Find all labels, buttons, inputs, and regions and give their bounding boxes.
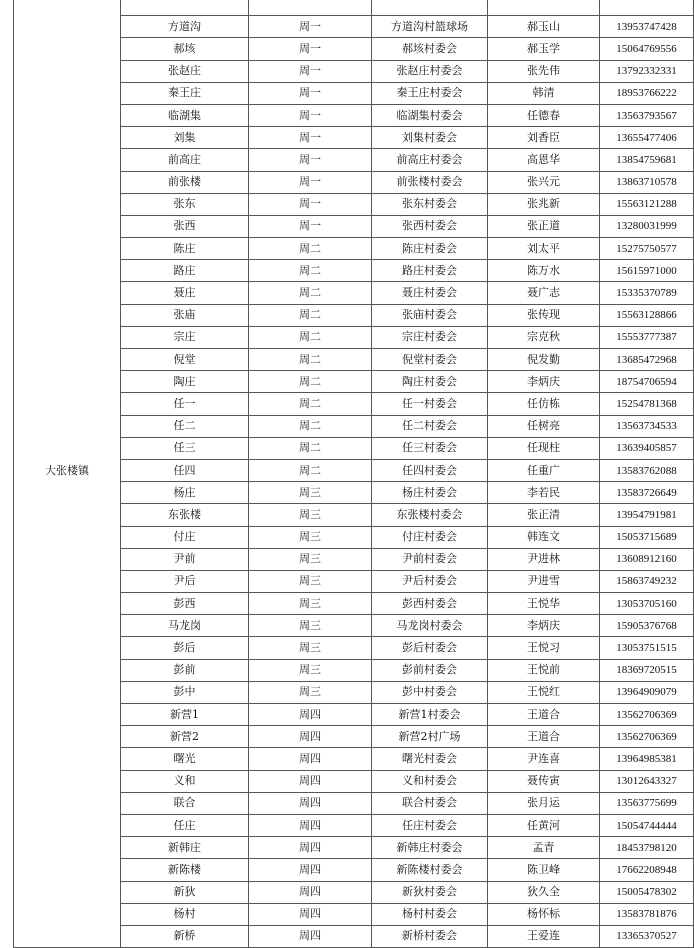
contact-person-cell: 刘太平 [488, 238, 600, 260]
location-cell: 任三村委会 [372, 437, 488, 459]
phone-cell: 13639405857 [600, 437, 694, 459]
village-cell: 东张楼 [121, 504, 249, 526]
contact-person-cell: 王悦前 [488, 659, 600, 681]
weekday-cell: 周三 [249, 526, 372, 548]
contact-person-cell: 聂传寅 [488, 770, 600, 792]
contact-person-cell: 王悦习 [488, 637, 600, 659]
schedule-table [13, 0, 694, 948]
contact-person-cell: 任黄河 [488, 814, 600, 836]
contact-person-cell: 杨怀标 [488, 903, 600, 925]
weekday-cell: 周四 [249, 726, 372, 748]
contact-person-cell: 李炳庆 [488, 371, 600, 393]
location-cell: 杨村村委会 [372, 903, 488, 925]
location-cell: 郝垓村委会 [372, 38, 488, 60]
phone-cell: 15005478302 [600, 881, 694, 903]
phone-cell: 15054744444 [600, 814, 694, 836]
location-cell: 新营2村广场 [372, 726, 488, 748]
contact-person-cell: 韩清 [488, 82, 600, 104]
location-cell: 张西村委会 [372, 215, 488, 237]
village-cell: 郝垓 [121, 38, 249, 60]
weekday-cell: 周三 [249, 548, 372, 570]
weekday-cell: 周四 [249, 748, 372, 770]
location-cell: 张赵庄村委会 [372, 60, 488, 82]
location-cell: 陈庄村委会 [372, 238, 488, 260]
phone-cell [600, 0, 694, 16]
weekday-cell: 周一 [249, 127, 372, 149]
village-cell: 付庄 [121, 526, 249, 548]
village-cell: 新陈楼 [121, 859, 249, 881]
village-cell: 彭中 [121, 681, 249, 703]
phone-cell: 13685472968 [600, 349, 694, 371]
weekday-cell: 周二 [249, 238, 372, 260]
location-cell: 曙光村委会 [372, 748, 488, 770]
weekday-cell: 周一 [249, 38, 372, 60]
weekday-cell: 周四 [249, 837, 372, 859]
village-cell: 张西 [121, 215, 249, 237]
village-cell: 彭西 [121, 593, 249, 615]
village-cell: 张东 [121, 193, 249, 215]
location-cell: 倪堂村委会 [372, 349, 488, 371]
weekday-cell: 周二 [249, 371, 372, 393]
contact-person-cell: 倪发勤 [488, 349, 600, 371]
village-cell: 新营1 [121, 704, 249, 726]
village-cell: 曙光 [121, 748, 249, 770]
village-cell: 新狄 [121, 881, 249, 903]
location-cell: 宗庄村委会 [372, 326, 488, 348]
village-cell: 任一 [121, 393, 249, 415]
village-cell: 秦王庄 [121, 82, 249, 104]
phone-cell: 15563121288 [600, 193, 694, 215]
village-cell: 张庙 [121, 304, 249, 326]
location-cell: 临湖集村委会 [372, 104, 488, 126]
phone-cell: 13563793567 [600, 104, 694, 126]
weekday-cell: 周四 [249, 859, 372, 881]
weekday-cell: 周四 [249, 792, 372, 814]
contact-person-cell: 高恩华 [488, 149, 600, 171]
location-cell: 彭中村委会 [372, 681, 488, 703]
phone-cell: 13854759681 [600, 149, 694, 171]
village-cell [121, 0, 249, 16]
contact-person-cell: 陈万水 [488, 260, 600, 282]
location-cell: 彭西村委会 [372, 593, 488, 615]
contact-person-cell: 刘香臣 [488, 127, 600, 149]
weekday-cell: 周四 [249, 814, 372, 836]
phone-cell: 13563734533 [600, 415, 694, 437]
contact-person-cell: 王爱连 [488, 925, 600, 947]
phone-cell: 18453798120 [600, 837, 694, 859]
location-cell: 任二村委会 [372, 415, 488, 437]
phone-cell: 13608912160 [600, 548, 694, 570]
weekday-cell: 周四 [249, 925, 372, 947]
weekday-cell: 周二 [249, 437, 372, 459]
village-cell: 前张楼 [121, 171, 249, 193]
weekday-cell: 周二 [249, 393, 372, 415]
village-cell: 张赵庄 [121, 60, 249, 82]
contact-person-cell: 韩连文 [488, 526, 600, 548]
location-cell: 聂庄村委会 [372, 282, 488, 304]
village-cell: 陶庄 [121, 371, 249, 393]
location-cell: 前高庄村委会 [372, 149, 488, 171]
phone-cell: 15064769556 [600, 38, 694, 60]
phone-cell: 18754706594 [600, 371, 694, 393]
phone-cell: 13562706369 [600, 704, 694, 726]
village-cell: 彭前 [121, 659, 249, 681]
location-cell: 付庄村委会 [372, 526, 488, 548]
contact-person-cell: 张正道 [488, 215, 600, 237]
location-cell: 彭前村委会 [372, 659, 488, 681]
location-cell: 路庄村委会 [372, 260, 488, 282]
contact-person-cell: 任现柱 [488, 437, 600, 459]
weekday-cell: 周三 [249, 570, 372, 592]
contact-person-cell: 陈卫峰 [488, 859, 600, 881]
village-cell: 任庄 [121, 814, 249, 836]
location-cell: 新营1村委会 [372, 704, 488, 726]
phone-cell: 15053715689 [600, 526, 694, 548]
phone-cell: 13563775699 [600, 792, 694, 814]
contact-person-cell: 聂广志 [488, 282, 600, 304]
weekday-cell: 周三 [249, 482, 372, 504]
village-cell: 尹后 [121, 570, 249, 592]
village-cell: 刘集 [121, 127, 249, 149]
weekday-cell: 周二 [249, 282, 372, 304]
phone-cell: 15553777387 [600, 326, 694, 348]
village-cell: 倪堂 [121, 349, 249, 371]
village-cell: 任四 [121, 459, 249, 481]
location-cell: 杨庄村委会 [372, 482, 488, 504]
phone-cell: 13954791981 [600, 504, 694, 526]
phone-cell: 13583762088 [600, 459, 694, 481]
schedule-table-body [14, 0, 694, 948]
phone-cell: 13012643327 [600, 770, 694, 792]
village-cell: 杨庄 [121, 482, 249, 504]
location-cell: 秦王庄村委会 [372, 82, 488, 104]
weekday-cell: 周三 [249, 637, 372, 659]
contact-person-cell: 狄久全 [488, 881, 600, 903]
contact-person-cell: 王道合 [488, 704, 600, 726]
contact-person-cell: 李炳庆 [488, 615, 600, 637]
contact-person-cell: 任仿栋 [488, 393, 600, 415]
village-cell: 义和 [121, 770, 249, 792]
weekday-cell [249, 0, 372, 16]
village-cell: 新桥 [121, 925, 249, 947]
weekday-cell: 周二 [249, 326, 372, 348]
village-cell: 前高庄 [121, 149, 249, 171]
weekday-cell: 周一 [249, 82, 372, 104]
village-cell: 任三 [121, 437, 249, 459]
location-cell: 任一村委会 [372, 393, 488, 415]
location-cell: 新陈楼村委会 [372, 859, 488, 881]
contact-person-cell: 郝玉学 [488, 38, 600, 60]
contact-person-cell: 王悦红 [488, 681, 600, 703]
village-cell: 马龙岗 [121, 615, 249, 637]
phone-cell: 13964909079 [600, 681, 694, 703]
weekday-cell: 周四 [249, 903, 372, 925]
weekday-cell: 周三 [249, 659, 372, 681]
phone-cell: 13655477406 [600, 127, 694, 149]
location-cell: 彭后村委会 [372, 637, 488, 659]
village-cell: 任二 [121, 415, 249, 437]
weekday-cell: 周二 [249, 260, 372, 282]
weekday-cell: 周一 [249, 149, 372, 171]
village-cell: 尹前 [121, 548, 249, 570]
weekday-cell: 周二 [249, 304, 372, 326]
village-cell: 杨村 [121, 903, 249, 925]
village-cell: 陈庄 [121, 238, 249, 260]
location-cell: 新韩庄村委会 [372, 837, 488, 859]
contact-person-cell: 孟青 [488, 837, 600, 859]
contact-person-cell: 张月运 [488, 792, 600, 814]
location-cell: 尹前村委会 [372, 548, 488, 570]
location-cell: 新桥村委会 [372, 925, 488, 947]
weekday-cell: 周二 [249, 459, 372, 481]
phone-cell: 13583781876 [600, 903, 694, 925]
phone-cell: 13792332331 [600, 60, 694, 82]
phone-cell: 13953747428 [600, 16, 694, 38]
phone-cell: 15254781368 [600, 393, 694, 415]
weekday-cell: 周一 [249, 16, 372, 38]
village-cell: 新韩庄 [121, 837, 249, 859]
phone-cell: 13863710578 [600, 171, 694, 193]
contact-person-cell: 张兴元 [488, 171, 600, 193]
weekday-cell: 周一 [249, 60, 372, 82]
weekday-cell: 周一 [249, 104, 372, 126]
phone-cell: 13964985381 [600, 748, 694, 770]
phone-cell: 13280031999 [600, 215, 694, 237]
phone-cell: 15615971000 [600, 260, 694, 282]
village-cell: 联合 [121, 792, 249, 814]
location-cell [372, 0, 488, 16]
village-cell: 聂庄 [121, 282, 249, 304]
location-cell: 新狄村委会 [372, 881, 488, 903]
village-cell: 彭后 [121, 637, 249, 659]
weekday-cell: 周一 [249, 171, 372, 193]
weekday-cell: 周三 [249, 615, 372, 637]
contact-person-cell: 任重广 [488, 459, 600, 481]
contact-person-cell: 张传现 [488, 304, 600, 326]
phone-cell: 13053751515 [600, 637, 694, 659]
phone-cell: 15905376768 [600, 615, 694, 637]
phone-cell: 13365370527 [600, 925, 694, 947]
contact-person-cell: 尹进林 [488, 548, 600, 570]
phone-cell: 15863749232 [600, 570, 694, 592]
table-row [14, 0, 694, 16]
location-cell: 东张楼村委会 [372, 504, 488, 526]
phone-cell: 17662208948 [600, 859, 694, 881]
location-cell: 张东村委会 [372, 193, 488, 215]
village-cell: 路庄 [121, 260, 249, 282]
weekday-cell: 周三 [249, 504, 372, 526]
location-cell: 陶庄村委会 [372, 371, 488, 393]
phone-cell: 15335370789 [600, 282, 694, 304]
village-cell: 临湖集 [121, 104, 249, 126]
contact-person-cell: 任德春 [488, 104, 600, 126]
phone-cell: 18369720515 [600, 659, 694, 681]
location-cell: 张庙村委会 [372, 304, 488, 326]
location-cell: 马龙岗村委会 [372, 615, 488, 637]
location-cell: 联合村委会 [372, 792, 488, 814]
location-cell: 前张楼村委会 [372, 171, 488, 193]
village-cell: 新营2 [121, 726, 249, 748]
contact-person-cell: 李若民 [488, 482, 600, 504]
phone-cell: 13583726649 [600, 482, 694, 504]
contact-person-cell: 张先伟 [488, 60, 600, 82]
location-cell: 方道沟村篮球场 [372, 16, 488, 38]
weekday-cell: 周四 [249, 881, 372, 903]
location-cell: 任庄村委会 [372, 814, 488, 836]
town-name-cell: 大张楼镇 [14, 0, 121, 948]
location-cell: 任四村委会 [372, 459, 488, 481]
phone-cell: 15275750577 [600, 238, 694, 260]
phone-cell: 15563128866 [600, 304, 694, 326]
village-cell: 宗庄 [121, 326, 249, 348]
weekday-cell: 周四 [249, 704, 372, 726]
contact-person-cell: 张兆新 [488, 193, 600, 215]
phone-cell: 18953766222 [600, 82, 694, 104]
phone-cell: 13562706369 [600, 726, 694, 748]
contact-person-cell [488, 0, 600, 16]
location-cell: 义和村委会 [372, 770, 488, 792]
contact-person-cell: 宗克秋 [488, 326, 600, 348]
weekday-cell: 周一 [249, 215, 372, 237]
village-cell: 方道沟 [121, 16, 249, 38]
location-cell: 刘集村委会 [372, 127, 488, 149]
contact-person-cell: 尹连喜 [488, 748, 600, 770]
weekday-cell: 周二 [249, 415, 372, 437]
contact-person-cell: 任树亮 [488, 415, 600, 437]
weekday-cell: 周四 [249, 770, 372, 792]
phone-cell: 13053705160 [600, 593, 694, 615]
contact-person-cell: 尹进雪 [488, 570, 600, 592]
contact-person-cell: 郝玉山 [488, 16, 600, 38]
weekday-cell: 周三 [249, 681, 372, 703]
weekday-cell: 周三 [249, 593, 372, 615]
location-cell: 尹后村委会 [372, 570, 488, 592]
contact-person-cell: 王道合 [488, 726, 600, 748]
weekday-cell: 周一 [249, 193, 372, 215]
contact-person-cell: 张正清 [488, 504, 600, 526]
weekday-cell: 周二 [249, 349, 372, 371]
contact-person-cell: 王悦华 [488, 593, 600, 615]
